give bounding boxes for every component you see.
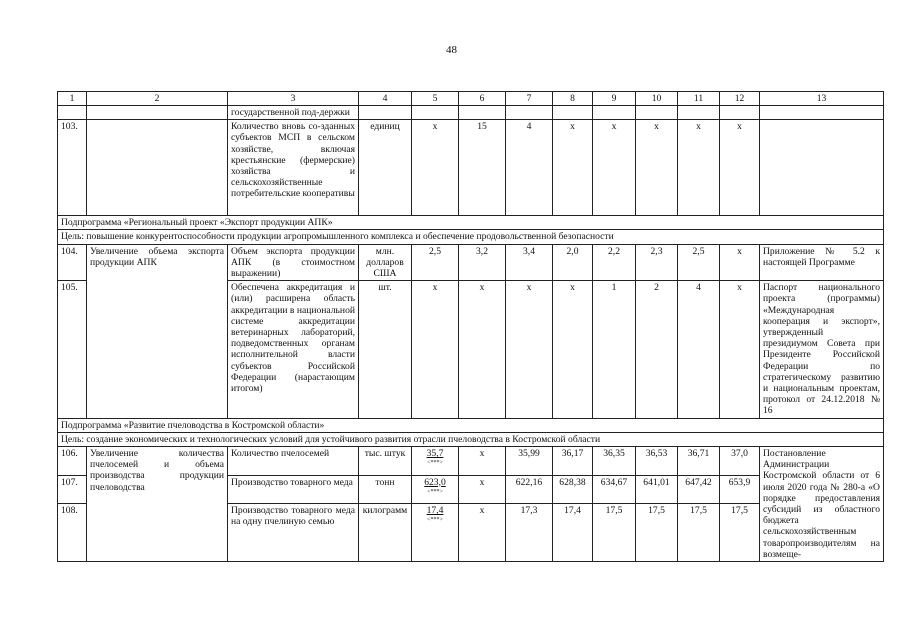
subprogram-title: Подпрограмма «Региональный проект «Экспорт продукции АПК» — [58, 216, 884, 230]
value-text: 35,7 — [426, 448, 444, 460]
goal-title: Цель: создание экономических и технологических условий для устойчивого развития отрасли пчеловодства в Костромской области — [58, 432, 884, 446]
value-cell: х — [553, 281, 593, 418]
value-cell: х — [506, 281, 553, 418]
header-cell: 8 — [553, 92, 593, 106]
header-cell: 3 — [228, 92, 359, 106]
indicators-table — [57, 91, 884, 562]
footnote-mark: <***> — [427, 517, 443, 524]
indicator-cell: государственной под-держки — [228, 106, 359, 120]
header-cell: 4 — [359, 92, 412, 106]
value-cell: 2,3 — [636, 244, 678, 281]
indicator-cell: Производство товарного меда на одну пчелиную семью — [228, 504, 359, 562]
value-cell: х — [459, 475, 506, 504]
section-row — [58, 432, 884, 446]
row-number: 106. — [58, 447, 87, 476]
value-cell: 4 — [506, 120, 553, 216]
value-cell: х — [459, 447, 506, 476]
value-cell — [412, 475, 459, 504]
unit-cell: млн. долларов США — [359, 244, 412, 281]
value-cell: 17,5 — [593, 504, 636, 562]
value-cell: 634,67 — [593, 475, 636, 504]
indicator-cell: Объем экспорта продукции АПК (в стоимостном выражении) — [228, 244, 359, 281]
source-cell — [760, 120, 884, 216]
table-row — [58, 106, 884, 120]
header-cell: 13 — [760, 92, 884, 106]
value-cell: 2 — [636, 281, 678, 418]
value-cell: 3,4 — [506, 244, 553, 281]
value-cell: 17,5 — [636, 504, 678, 562]
row-number: 108. — [58, 504, 87, 562]
header-cell: 2 — [87, 92, 228, 106]
value-cell: х — [593, 120, 636, 216]
value-cell — [412, 447, 459, 476]
value-cell: 36,17 — [553, 447, 593, 476]
value-cell: 622,16 — [506, 475, 553, 504]
section-row — [58, 216, 884, 230]
value-cell: х — [553, 120, 593, 216]
value-cell: 17,5 — [678, 504, 720, 562]
row-number: 105. — [58, 281, 87, 418]
goal-cell: Увеличение объема экспорта продукции АПК — [87, 244, 228, 418]
unit-cell: тонн — [359, 475, 412, 504]
value-cell: х — [720, 281, 760, 418]
unit-cell: тыс. штук — [359, 447, 412, 476]
value-cell: х — [720, 120, 760, 216]
header-cell: 10 — [636, 92, 678, 106]
value-cell: х — [678, 120, 720, 216]
value-cell: 4 — [678, 281, 720, 418]
header-row — [58, 92, 884, 106]
value-cell: 2,2 — [593, 244, 636, 281]
goal-title: Цель: повышение конкурентоспособности продукции агропромышленного комплекса и обеспечение продовольственной безопасности — [58, 230, 884, 244]
header-cell: 6 — [459, 92, 506, 106]
value-cell: 3,2 — [459, 244, 506, 281]
value-text: 623,0 — [424, 476, 446, 488]
value-cell: 15 — [459, 120, 506, 216]
header-cell: 11 — [678, 92, 720, 106]
value-cell: 36,53 — [636, 447, 678, 476]
value-cell: 2,5 — [412, 244, 459, 281]
row-number: 103. — [58, 120, 87, 216]
value-text: 17,4 — [426, 505, 444, 517]
indicator-cell: Количество вновь со-зданных субъектов МСП в сельском хозяйстве, включая крестьянские (фермерские) хозяйства и сельскохозяйственные потребительские кооперативы — [228, 120, 359, 216]
value-cell: 653,9 — [720, 475, 760, 504]
value-cell: 2,0 — [553, 244, 593, 281]
indicator-cell: Производство товарного меда — [228, 475, 359, 504]
subprogram-title: Подпрограмма «Развитие пчеловодства в Костромской области» — [58, 418, 884, 432]
header-cell: 12 — [720, 92, 760, 106]
value-cell: 17,4 — [553, 504, 593, 562]
value-cell: 641,01 — [636, 475, 678, 504]
footnote-mark: <***> — [427, 460, 443, 467]
table-row — [58, 244, 884, 281]
value-cell: х — [459, 504, 506, 562]
value-cell: 2,5 — [678, 244, 720, 281]
row-number: 104. — [58, 244, 87, 281]
header-cell: 5 — [412, 92, 459, 106]
value-cell: 36,71 — [678, 447, 720, 476]
value-cell: х — [412, 281, 459, 418]
table-row — [58, 447, 884, 476]
page-number: 48 — [446, 44, 457, 56]
row-number: 107. — [58, 475, 87, 504]
footnote-mark: <***> — [427, 488, 443, 495]
value-cell: 17,3 — [506, 504, 553, 562]
header-cell: 7 — [506, 92, 553, 106]
indicator-cell: Количество пчелосемей — [228, 447, 359, 476]
section-row — [58, 230, 884, 244]
goal-cell — [87, 120, 228, 216]
value-cell: х — [636, 120, 678, 216]
indicator-cell: Обеспечена аккредитация и (или) расширена область аккредитации в национальной системе аккредитации ветеринарных лабораторий, подведомственных органам исполнительной власти субъектов Российской Федерации (нарастающим итогом) — [228, 281, 359, 418]
value-cell: 36,35 — [593, 447, 636, 476]
value-cell: 17,5 — [720, 504, 760, 562]
value-cell: 37,0 — [720, 447, 760, 476]
unit-cell: единиц — [359, 120, 412, 216]
value-cell — [412, 504, 459, 562]
header-cell: 1 — [58, 92, 87, 106]
source-cell: Паспорт национального проекта (программы) «Международная кооперация и экспорт», утвержденный президиумом Совета при Президенте Российской Федерации по стратегическому развитию и национальным проектам, протокол от 24.12.2018 № 16 — [760, 281, 884, 418]
value-cell: 647,42 — [678, 475, 720, 504]
value-cell: 35,99 — [506, 447, 553, 476]
table-row — [58, 120, 884, 216]
value-cell: х — [459, 281, 506, 418]
source-cell: Приложение № 5.2 к настоящей Программе — [760, 244, 884, 281]
header-cell: 9 — [593, 92, 636, 106]
section-row — [58, 418, 884, 432]
value-cell: 628,38 — [553, 475, 593, 504]
unit-cell: килограмм — [359, 504, 412, 562]
value-cell: 1 — [593, 281, 636, 418]
unit-cell: шт. — [359, 281, 412, 418]
goal-cell: Увеличение количества пчелосемей и объема производства продукции пчеловодства — [87, 447, 228, 562]
source-cell: Постановление Администрации Костромской области от 6 июля 2020 года № 280-а «О порядке предоставления субсидий из областного бюджета сельскохозяйственным товаропроизводителям на возмеще- — [760, 447, 884, 562]
value-cell: х — [412, 120, 459, 216]
value-cell: х — [720, 244, 760, 281]
